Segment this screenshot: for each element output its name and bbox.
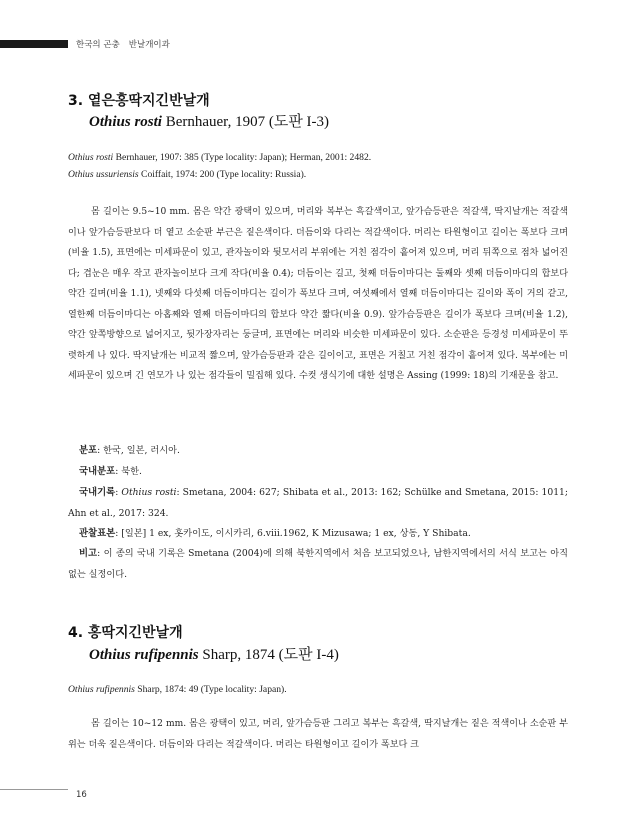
plate-ref: (도판 I-3) [265, 114, 330, 130]
field-label: 분포 [79, 445, 98, 456]
header-bar [0, 40, 68, 48]
book-title: 한국의 곤충 [76, 40, 120, 50]
chapter-title: 반날개이과 [128, 40, 170, 50]
field-label: 비고 [79, 548, 98, 559]
species-name: Othius rufipennis [89, 647, 199, 663]
description-paragraph: 몸 길이는 10~12 mm. 몸은 광택이 있고, 머리, 앞가슴등판 그리고 복부는 흑갈색, 딱지날개는 짙은 적색이나 소순판 부위는 더욱 짙은색이다. 더듬이와 다리는 적갈색이다. 머리는 타원형이고 길이가 폭보다 크 [68, 719, 568, 750]
specimen-field: 관찰표본: [일본] 1 ex, 홋카이도, 이시카리, 6.viii.1962, K Mizusawa; 1 ex, 상동, Y Shibata. [79, 528, 471, 539]
species-author: Bernhauer, 1907 [161, 114, 266, 130]
distribution-field: 분포: 한국, 일본, 러시아. [79, 445, 180, 456]
field-label: 관찰표본 [79, 528, 116, 539]
domestic-distribution-field: 국내분포: 북한. [79, 466, 142, 477]
synonym-line: Othius rufipennis Sharp, 1874: 49 (Type locality: Japan). [68, 684, 287, 695]
field-label: 국내분포 [79, 466, 116, 477]
field-label: 국내기록 [79, 487, 116, 498]
species-title [89, 643, 339, 664]
synonym-line: Othius ussuriensis Coiffait, 1974: 200 (Type locality: Russia). [68, 169, 307, 180]
footer-rule [0, 789, 68, 790]
plate-ref: (도판 I-4) [274, 647, 339, 663]
species-name: Othius rosti [89, 114, 162, 130]
remarks-field: 비고: 이 종의 국내 기록은 Smetana (2004)에 의해 북한지역에서 처음 보고되었으나, 남한지역에서의 서식 보고는 아직 없는 실정이다. [68, 548, 568, 580]
page-number: 16 [76, 790, 87, 800]
species-author: Sharp, 1874 [198, 647, 275, 663]
synonym-line: Othius rosti Bernhauer, 1907: 385 (Type locality: Japan); Herman, 2001: 2482. [68, 152, 372, 163]
description-paragraph: 몸 길이는 9.5~10 mm. 몸은 약간 광택이 있으며, 머리와 복부는 흑갈색이고, 앞가슴등판은 적갈색, 딱지날개는 적갈색이나 앞가슴등판보다 더 옅고 소순판 부근은 짙은색이다. 더듬이와 다리는 적갈색이다. 머리는 타원형이고 길이는 폭보다 크며(비율 1.5), 표면에는 미세파문이 있고, 관자놀이와 뒷모서리 부위에는 거친 점각이 흩어져 있으며, 머리 뒤쪽으로 점차 넓어진다; 겹눈은 매우 작고 관자놀이보다 크게 작다(비율 0.4); 더듬이는 길고, 첫째 더듬이마디는 둘째와 셋째 더듬이마디의 합보다 약간 길며(비율 1.1), 넷째와 다섯째 더듬이마디는 길이가 폭보다 크며, 여섯째에서 열째 더듬이마디는 길이와 폭이 거의 같고, 열한째 더듬이마디는 아홉째와 열째 더듬이마디의 합보다 약간 짧다(비율 0.9). 앞가슴등판은 길이가 폭보다 크며(비율 1.2), 약간 앞쪽방향으로 넓어지고, 뒷가장자리는 둥글며, 표면에는 머리와 비슷한 미세파문이 있다. 소순판은 등경성 미세파문이 뚜렷하게 나 있다. 딱지날개는 비교적 짧으며, 앞가슴등판과 같은 길이이고, 표면은 거칠고 거친 점각이 흩어져 있다. 복부에는 미세파문이 있으며 긴 연모가 나 있는 점각들이 밀집해 있다. 수컷 생식기에 대한 설명은 Assing (1999: 18)의 기재문을 참고. [68, 207, 568, 381]
section-heading: 3. 옅은홍딱지긴반날개 [68, 93, 210, 109]
running-header [76, 38, 179, 50]
section-heading: 4. 홍딱지긴반날개 [68, 625, 183, 641]
domestic-record-field: 국내기록: Othius rosti: Smetana, 2004: 627; Shibata et al., 2013: 162; Schülke and Smetana, 2015: 1011; Ahn et al., 2017: 324. [68, 487, 568, 519]
species-title [89, 110, 329, 131]
